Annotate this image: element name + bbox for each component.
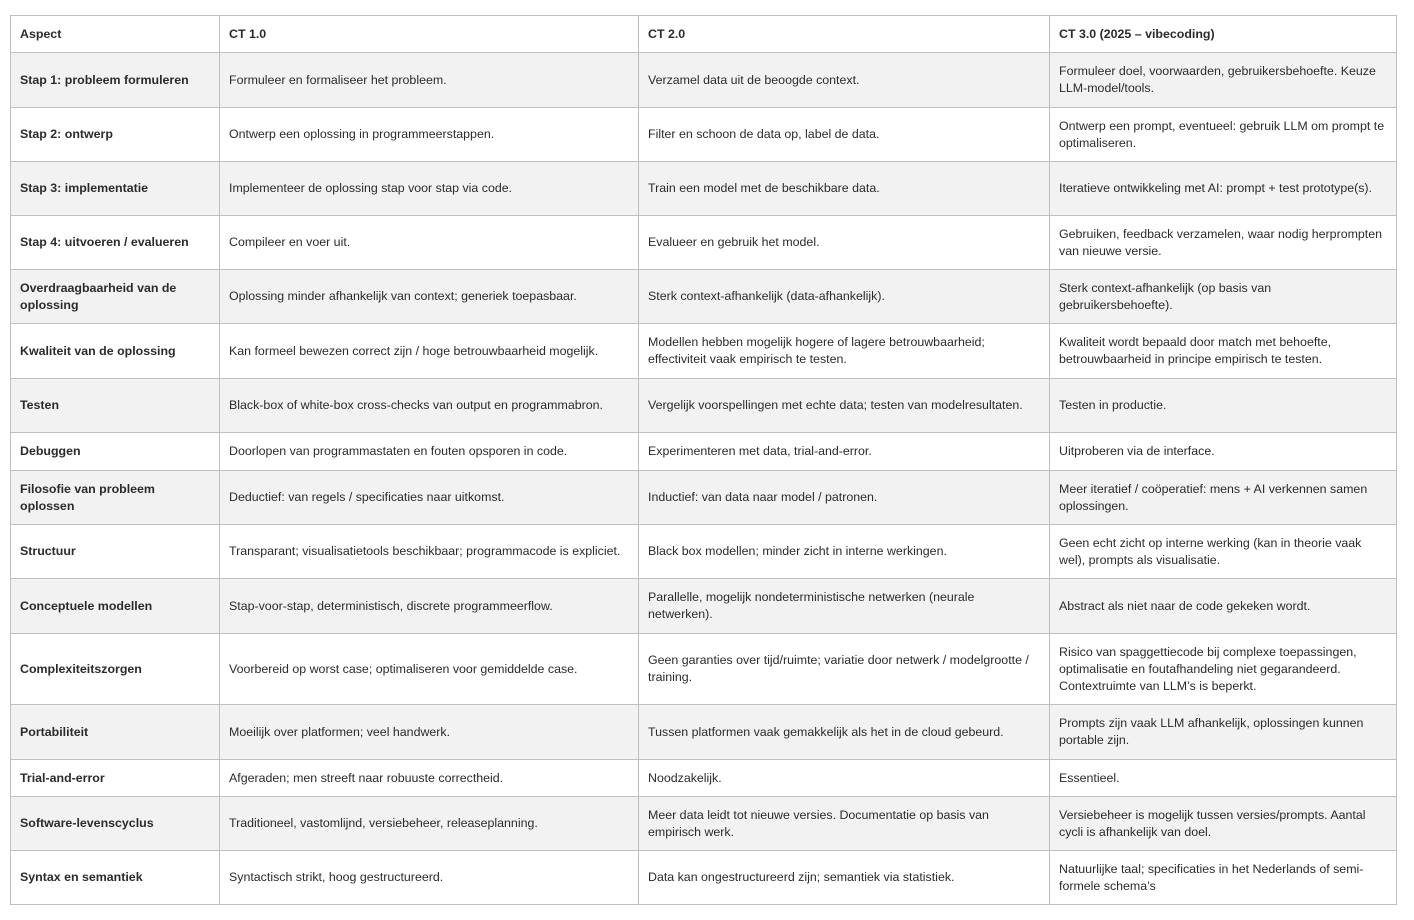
cell-ct-1: Black-box of white-box cross-checks van output en programmabron. xyxy=(220,379,639,433)
cell-ct-1: Transparant; visualisatietools beschikbaar; programmacode is expliciet. xyxy=(220,525,639,579)
cell-ct-2: Sterk context-afhankelijk (data-afhankelijk). xyxy=(639,270,1050,324)
comparison-table-container xyxy=(10,15,1396,905)
cell-ct-3: Risico van spaggettiecode bij complexe toepassingen, optimalisatie en foutafhandeling niet gegarandeerd. Contextruimte van LLM’s is beperkt. xyxy=(1050,634,1397,705)
cell-ct-3: Essentieel. xyxy=(1050,760,1397,797)
cell-ct-1: Compileer en voer uit. xyxy=(220,216,639,270)
table-row xyxy=(11,162,1397,216)
table-row xyxy=(11,705,1397,760)
cell-ct-3: Kwaliteit wordt bepaald door match met behoefte, betrouwbaarheid in principe empirisch te testen. xyxy=(1050,324,1397,379)
table-body xyxy=(11,53,1397,905)
cell-ct-3: Meer iteratief / coöperatief: mens + AI verkennen samen oplossingen. xyxy=(1050,471,1397,525)
cell-ct-1: Formuleer en formaliseer het probleem. xyxy=(220,53,639,108)
cell-ct-1: Stap-voor-stap, deterministisch, discrete programmeerflow. xyxy=(220,579,639,634)
header-ct-2: CT 2.0 xyxy=(639,16,1050,53)
cell-aspect: Filosofie van probleem oplossen xyxy=(11,471,220,525)
table-row xyxy=(11,324,1397,379)
cell-aspect: Trial-and-error xyxy=(11,760,220,797)
table-row xyxy=(11,108,1397,162)
cell-ct-1: Syntactisch strikt, hoog gestructureerd. xyxy=(220,851,639,905)
cell-aspect: Syntax en semantiek xyxy=(11,851,220,905)
cell-ct-3: Sterk context-afhankelijk (op basis van gebruikersbehoefte). xyxy=(1050,270,1397,324)
cell-aspect: Stap 3: implementatie xyxy=(11,162,220,216)
cell-ct-1: Moeilijk over platformen; veel handwerk. xyxy=(220,705,639,760)
cell-ct-3: Geen echt zicht op interne werking (kan in theorie vaak wel), prompts als visualisatie. xyxy=(1050,525,1397,579)
header-ct-3: CT 3.0 (2025 – vibecoding) xyxy=(1050,16,1397,53)
comparison-table xyxy=(10,15,1397,905)
cell-ct-3: Iteratieve ontwikkeling met AI: prompt + test prototype(s). xyxy=(1050,162,1397,216)
cell-ct-2: Data kan ongestructureerd zijn; semantiek via statistiek. xyxy=(639,851,1050,905)
cell-ct-2: Meer data leidt tot nieuwe versies. Documentatie op basis van empirisch werk. xyxy=(639,797,1050,851)
table-row xyxy=(11,525,1397,579)
cell-aspect: Overdraagbaarheid van de oplossing xyxy=(11,270,220,324)
cell-ct-2: Train een model met de beschikbare data. xyxy=(639,162,1050,216)
table-row xyxy=(11,270,1397,324)
cell-aspect: Conceptuele modellen xyxy=(11,579,220,634)
cell-aspect: Stap 4: uitvoeren / evalueren xyxy=(11,216,220,270)
cell-ct-3: Uitproberen via de interface. xyxy=(1050,433,1397,471)
cell-ct-2: Verzamel data uit de beoogde context. xyxy=(639,53,1050,108)
cell-ct-1: Afgeraden; men streeft naar robuuste correctheid. xyxy=(220,760,639,797)
cell-ct-2: Noodzakelijk. xyxy=(639,760,1050,797)
cell-ct-3: Gebruiken, feedback verzamelen, waar nodig herprompten van nieuwe versie. xyxy=(1050,216,1397,270)
cell-ct-2: Filter en schoon de data op, label de data. xyxy=(639,108,1050,162)
cell-aspect: Structuur xyxy=(11,525,220,579)
cell-ct-1: Oplossing minder afhankelijk van context; generiek toepasbaar. xyxy=(220,270,639,324)
header-ct-1: CT 1.0 xyxy=(220,16,639,53)
cell-ct-3: Natuurlijke taal; specificaties in het Nederlands of semi-formele schema’s xyxy=(1050,851,1397,905)
cell-ct-1: Doorlopen van programmastaten en fouten opsporen in code. xyxy=(220,433,639,471)
table-row xyxy=(11,797,1397,851)
cell-aspect: Complexiteitszorgen xyxy=(11,634,220,705)
cell-ct-3: Formuleer doel, voorwaarden, gebruikersbehoefte. Keuze LLM-model/tools. xyxy=(1050,53,1397,108)
cell-aspect: Software-levenscyclus xyxy=(11,797,220,851)
cell-aspect: Portabiliteit xyxy=(11,705,220,760)
cell-aspect: Kwaliteit van de oplossing xyxy=(11,324,220,379)
table-row xyxy=(11,53,1397,108)
table-row xyxy=(11,433,1397,471)
table-row xyxy=(11,760,1397,797)
cell-ct-3: Testen in productie. xyxy=(1050,379,1397,433)
cell-ct-1: Deductief: van regels / specificaties naar uitkomst. xyxy=(220,471,639,525)
cell-ct-3: Versiebeheer is mogelijk tussen versies/prompts. Aantal cycli is afhankelijk van doel. xyxy=(1050,797,1397,851)
table-row xyxy=(11,471,1397,525)
cell-ct-2: Experimenteren met data, trial-and-error. xyxy=(639,433,1050,471)
table-row xyxy=(11,216,1397,270)
cell-ct-2: Evalueer en gebruik het model. xyxy=(639,216,1050,270)
cell-ct-2: Black box modellen; minder zicht in interne werkingen. xyxy=(639,525,1050,579)
cell-ct-2: Parallelle, mogelijk nondeterministische netwerken (neurale netwerken). xyxy=(639,579,1050,634)
cell-ct-3: Prompts zijn vaak LLM afhankelijk, oplossingen kunnen portable zijn. xyxy=(1050,705,1397,760)
cell-ct-2: Modellen hebben mogelijk hogere of lagere betrouwbaarheid; effectiviteit vaak empirisch te testen. xyxy=(639,324,1050,379)
cell-ct-1: Ontwerp een oplossing in programmeerstappen. xyxy=(220,108,639,162)
header-row xyxy=(11,16,1397,53)
table-row xyxy=(11,634,1397,705)
cell-ct-1: Traditioneel, vastomlijnd, versiebeheer, releaseplanning. xyxy=(220,797,639,851)
header-aspect: Aspect xyxy=(11,16,220,53)
table-row xyxy=(11,379,1397,433)
cell-aspect: Debuggen xyxy=(11,433,220,471)
cell-ct-1: Voorbereid op worst case; optimaliseren voor gemiddelde case. xyxy=(220,634,639,705)
cell-ct-2: Inductief: van data naar model / patronen. xyxy=(639,471,1050,525)
cell-aspect: Testen xyxy=(11,379,220,433)
table-row xyxy=(11,851,1397,905)
table-row xyxy=(11,579,1397,634)
cell-ct-3: Abstract als niet naar de code gekeken wordt. xyxy=(1050,579,1397,634)
cell-ct-2: Geen garanties over tijd/ruimte; variatie door netwerk / modelgrootte / training. xyxy=(639,634,1050,705)
cell-ct-2: Vergelijk voorspellingen met echte data; testen van modelresultaten. xyxy=(639,379,1050,433)
cell-ct-1: Kan formeel bewezen correct zijn / hoge betrouwbaarheid mogelijk. xyxy=(220,324,639,379)
cell-ct-3: Ontwerp een prompt, eventueel: gebruik LLM om prompt te optimaliseren. xyxy=(1050,108,1397,162)
cell-ct-2: Tussen platformen vaak gemakkelijk als het in de cloud gebeurd. xyxy=(639,705,1050,760)
cell-aspect: Stap 1: probleem formuleren xyxy=(11,53,220,108)
cell-ct-1: Implementeer de oplossing stap voor stap via code. xyxy=(220,162,639,216)
cell-aspect: Stap 2: ontwerp xyxy=(11,108,220,162)
